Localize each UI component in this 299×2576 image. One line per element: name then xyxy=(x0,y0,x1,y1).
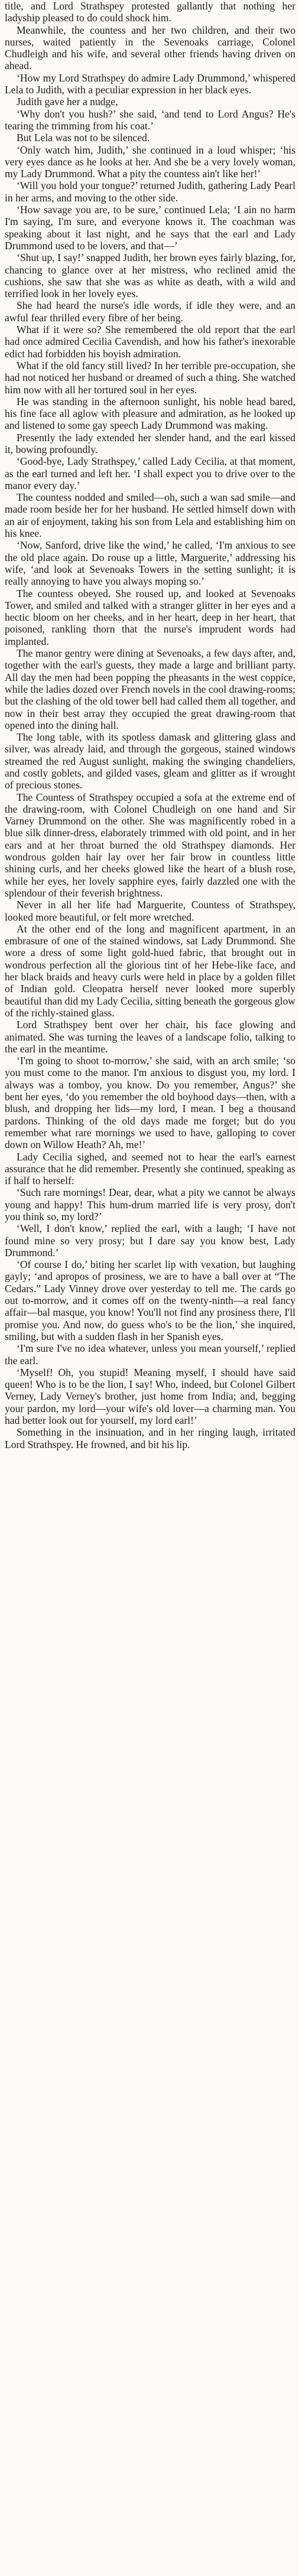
story-paragraph: ‘How my Lord Strathspey do admire Lady Drummond,’ whispered Lela to Judith, with a peculiar expression in her black eyes. xyxy=(5,71,295,96)
story-paragraph: The countess nodded and smiled—oh, such a wan sad smile—and made room beside her for her husband. He settled himself down with an air of enjoyment, taking his son from Lela and establishing him on his knee. xyxy=(5,491,295,540)
story-paragraph: Judith gave her a nudge, xyxy=(17,96,118,108)
story-paragraph: ‘I'm going to shoot to-morrow,’ she said, with an arch smile; ‘so you must come to the manor. I'm anxious to disgust you, my lord. I always was a tomboy, you know. Do you remember, Angus?’ she bent her eyes, ‘do you remember the old boyhood days—then, with a blush, and dropping her lids—my lord, I mean. I beg a thousand pardons. Thinking of the old days made me forget; but do you remember what rare mornings we used to have, galloping to cover down on Willow Heath? Ah, me!’ xyxy=(5,1055,295,1151)
story-column xyxy=(5,0,295,1450)
story-paragraph: What if the old fancy still lived? In her terrible pre-occupation, she had not noticed her husband or dreamed of such a thing. She watched him now with all her tortured soul in her eyes. xyxy=(5,359,295,396)
story-paragraph: ‘I'm sure I've no idea whatever, unless you mean yourself,’ replied the earl. xyxy=(5,1342,295,1367)
story-paragraph: title, and Lord Strathspey protested gallantly that nothing her ladyship pleased to do could shock him. xyxy=(5,0,295,24)
story-paragraph: Something in the insinuation, and in her ringing laugh, irritated Lord Strathspey. He frowned, and bit his lip. xyxy=(5,1426,295,1450)
story-paragraph: Lady Cecilia sighed, and seemed not to hear the earl's earnest assurance that he did remember. Presently she continued, speaking as if half to herself: xyxy=(5,1150,295,1187)
story-paragraph: Lord Strathspey bent over her chair, his face glowing and animated. She was turning the leaves of a landscape folio, talking to the earl in the meantime. xyxy=(5,1019,295,1055)
story-paragraph: ‘Well, I don't know,’ replied the earl, with a laugh; ‘I have not found mine so very prosy; but I dare say you know best, Lady Drummond.’ xyxy=(5,1222,295,1258)
story-paragraph: ‘Such rare mornings! Dear, dear, what a pity we cannot be always young and happy! This hum-drum married life is very prosy, don't you think so, my lord?’ xyxy=(5,1186,295,1222)
story-paragraph: Presently the lady extended her slender hand, and the earl kissed it, bowing profoundly. xyxy=(5,431,295,455)
story-paragraph: The countess obeyed. She roused up, and looked at Sevenoaks Tower, and smiled and talked with a stranger glitter in her eyes and a hectic bloom on her cheeks, and in her heart, deep in her heart, that poisoned, rankling thorn that the nurse's imprudent words had implanted. xyxy=(5,587,295,647)
story-paragraph: The manor gentry were dining at Sevenoaks, a few days after, and, together with the earl's guests, they made a large and brilliant party. All day the men had been popping the pheasants in the west coppice, while the ladies dozed over French novels in the cool drawing-rooms; but the clashing of the old tower bell had called them all together, and now in their best array they occupied the great drawing-room that opened into the dining hall. xyxy=(5,647,295,731)
story-paragraph: ‘Why don't you hush?’ she said, ‘and tend to Lord Angus? He's tearing the trimming from his coat.’ xyxy=(5,107,295,132)
story-paragraph: ‘Of course I do,’ biting her scarlet lip with vexation, but laughing gayly; ‘and apropos of prosiness, we are to have a ball over at “The Cedars.” Lady Vinney drove over yesterday to tell me. The cards go out to-morrow, and it comes off on the twenty-ninth—a real fancy affair—bal masque, you know! You'll not find any prosiness there, I'll promise you. And now, do guess who's to be the lion,’ she inquired, smiling, but with a sudden flash in her Spanish eyes. xyxy=(5,1258,295,1342)
story-paragraph: She had heard the nurse's idle words, if idle they were, and an awful fear thrilled every fibre of her being. xyxy=(5,299,295,324)
story-paragraph: At the other end of the long and magnificent apartment, in an embrasure of one of the stained windows, sat Lady Drummond. She wore a dress of some light gold-hued fabric, that brought out in wondrous perfection all the glorious tint of her Hebe-like face, and her black braids and heavy curls were held in place by a golden fillet of Indian gold. Cleopatra herself never looked more superbly beautiful than did my Lady Cecilia, sitting beneath the gorgeous glow of the richly-stained glass. xyxy=(5,922,295,1019)
story-paragraph: He was standing in the afternoon sunlight, his noble head bared, his fine face all aglow with pleasure and admiration, as he looked up and listened to some gay speech Lady Drummond was making. xyxy=(5,395,295,432)
story-paragraph: ‘Good-bye, Lady Strathspey,’ called Lady Cecilia, at that moment, as the earl turned and left her. ‘I shall expect you to drive over to the manor every day.’ xyxy=(5,455,295,491)
story-paragraph: ‘Now, Sanford, drive like the wind,’ he called, ‘I'm anxious to see the old place again. Do rouse up a little, Marguerite,’ addressing his wife, ‘and look at Sevenoaks Towers in the setting sunlight; it is really annoying to have you always moping so.’ xyxy=(5,539,295,588)
story-paragraph: ‘Only watch him, Judith,’ she continued in a loud whisper; ‘his very eyes dance as he looks at her. And she be a very lovely woman, my Lady Drummond. What a pity the countess ain't like her!’ xyxy=(5,144,295,180)
story-paragraph: But Lela was not to be silenced. xyxy=(17,132,150,144)
story-paragraph: The long table, with its spotless damask and glittering glass and silver, was already laid, and through the gorgeous, stained windows streamed the red August sunlight, making the swinging chandeliers, and costly goblets, and gilded vases, gleam and glitter as if wrought of precious stones. xyxy=(5,731,295,791)
story-paragraph: ‘Will you hold your tongue?’ returned Judith, gathering Lady Pearl in her arms, and moving to the other side. xyxy=(5,180,295,204)
story-paragraph: Meanwhile, the countess and her two children, and their two nurses, waited patiently in the Sevenoaks carriage, Colonel Chudleigh and his wife, and several other friends having driven on ahead. xyxy=(5,24,295,72)
story-paragraph: What if it were so? She remembered the old report that the earl had once admired Cecilia Cavendish, and how his father's inexorable edict had forbidden his boyish admiration. xyxy=(5,324,295,360)
story-paragraph: Never in all her life had Marguerite, Countess of Strathspey, looked more beautiful, or felt more wretched. xyxy=(5,899,295,923)
story-paragraph: ‘Myself! Oh, you stupid! Meaning myself, I should have said queen! Who is to be the lion, I say! Who, indeed, but Colonel Gilbert Verney, Lady Verney's brother, just home from India; and, begging your pardon, my lord—your wife's old lover—a charming man. You had better look out for yourself, my lord earl!’ xyxy=(5,1366,295,1427)
story-paragraph: ‘How savage you are, to be sure,’ continued Lela; ‘I ain no harm I'm saying, I'm sure, and everyone knows it. The coachman was speaking about it last night, and he says that the earl and Lady Drummond used to be lovers, and that—’ xyxy=(5,204,295,252)
story-paragraph: The Countess of Strathspey occupied a sofa at the extreme end of the drawing-room, with Colonel Chudleigh on one hand and Sir Varney Drummond on the other. She was magnificently robed in a blue silk dinner-dress, elaborately trimmed with old point, and in her ears and at her throat burned the old Strathspey diamonds. Her wondrous golden hair lay over her fair brow in countless little shining curls, and her cheeks glowed like the heart of a blush rose, while her eyes, her lovely sapphire eyes, fairly dazzled one with the splendour of their feverish brightness. xyxy=(5,791,295,899)
story-paragraph: ‘Shut up, I say!’ snapped Judith, her brown eyes fairly blazing, for, chancing to glance over at her mistress, who reclined amid the cushions, she saw that she was as white as death, with a wild and terrified look in her lovely eyes. xyxy=(5,252,295,300)
